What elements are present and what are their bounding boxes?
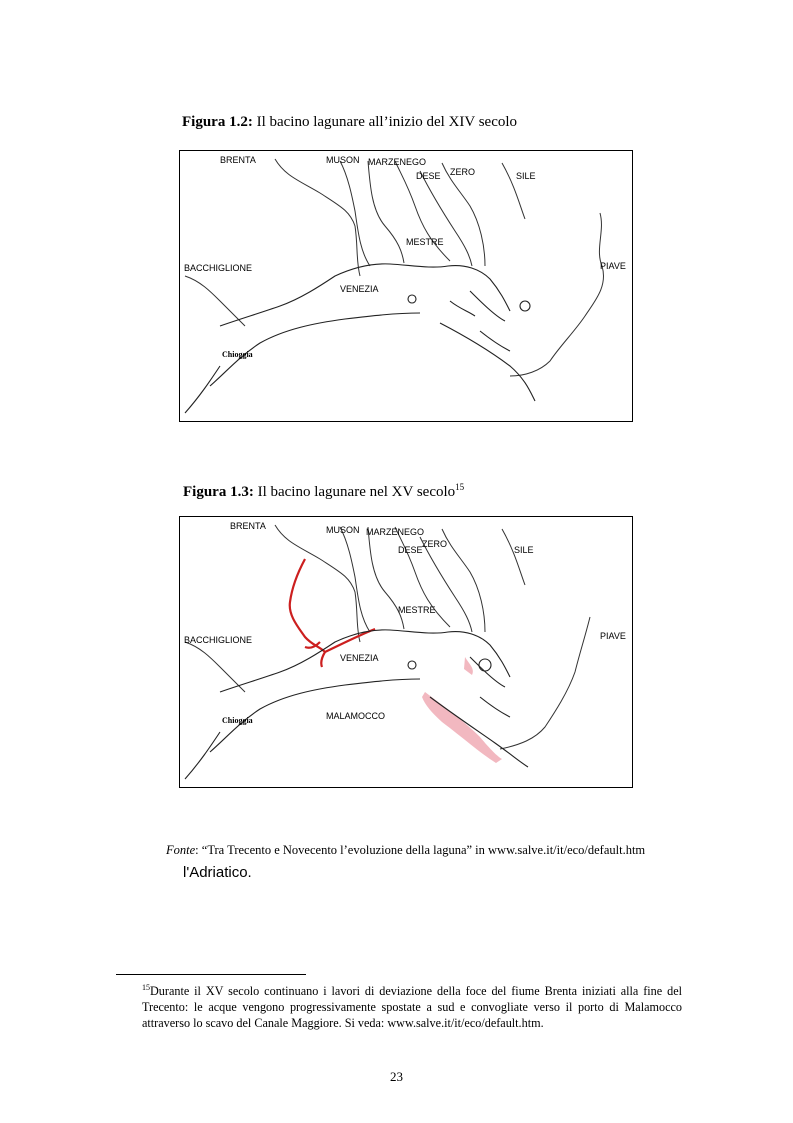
label-malamocco: MALAMOCCO xyxy=(326,711,386,721)
label-dese: DESE xyxy=(398,545,423,555)
coast-south xyxy=(185,732,220,779)
trailing-text: l'Adriatico. xyxy=(183,864,252,881)
figure-1-2-label: Figura 1.2: xyxy=(182,114,253,130)
label-dese: DESE xyxy=(416,171,441,181)
label-brenta: BRENTA xyxy=(230,521,266,531)
river-bacchiglione xyxy=(185,642,245,692)
river-sile xyxy=(442,163,485,266)
river-piave xyxy=(510,213,604,376)
lagoon-island-east xyxy=(520,301,530,311)
coast-south xyxy=(185,366,220,413)
label-zero: ZERO xyxy=(422,539,448,549)
label-bacchiglione: BACCHIGLIONE xyxy=(184,263,253,273)
footnote xyxy=(142,980,682,1031)
label-muson: MUSON xyxy=(326,155,360,165)
label-brenta: BRENTA xyxy=(220,155,256,165)
lagoon-island xyxy=(408,295,416,303)
barrier-islands-east xyxy=(430,697,528,767)
page-number: 23 xyxy=(390,1069,403,1084)
label-sile: SILE xyxy=(514,545,534,555)
label-chioggia: Chioggia xyxy=(222,716,253,725)
figure-1-3-map xyxy=(179,516,633,788)
figure-1-2-caption xyxy=(182,114,517,131)
label-marzenego: MARZENEGO xyxy=(368,157,427,167)
label-zero: ZERO xyxy=(450,167,476,177)
figure-1-2-map xyxy=(179,150,633,422)
label-sile: SILE xyxy=(516,171,536,181)
barrier-islands-east xyxy=(440,323,535,401)
river-piave xyxy=(500,617,590,749)
source-text: : “Tra Trecento e Novecento l’evoluzione della laguna” in www.salve.it/it/eco/default.htm xyxy=(195,843,646,857)
footnote-ref[interactable]: 15 xyxy=(455,482,465,492)
source-line xyxy=(166,843,645,858)
river-brenta xyxy=(275,525,360,642)
river-muson xyxy=(340,161,370,266)
lagoon-map-xiv xyxy=(180,151,632,421)
river-zero xyxy=(420,537,472,632)
label-chioggia: Chioggia xyxy=(222,350,253,359)
river-muson xyxy=(340,527,370,632)
label-mestre: MESTRE xyxy=(398,605,436,615)
label-muson: MUSON xyxy=(326,525,360,535)
footnote-number: 15 xyxy=(142,983,150,992)
figure-1-3-caption xyxy=(183,482,464,501)
figure-1-2-title: Il bacino lagunare all’inizio del XIV secolo xyxy=(256,114,518,130)
river-marzenego xyxy=(368,161,404,263)
figure-1-3-title: Il bacino lagunare nel XV secolo xyxy=(257,484,456,500)
label-venezia: VENEZIA xyxy=(340,284,379,294)
footnote-text: Durante il XV secolo continuano i lavori di deviazione della foce del fiume Brenta iniziati alla fine del Trecento: le acque vengono progressivamente spostate a sud e convogliate verso il porto di Malamocco attraverso lo scavo del Canale Maggiore. Si veda: www.salve.it/it/eco/default.htm. xyxy=(142,984,682,1031)
label-bacchiglione: BACCHIGLIONE xyxy=(184,635,253,645)
river-sile-upper xyxy=(502,529,525,585)
label-venezia: VENEZIA xyxy=(340,653,379,663)
figure-1-3-label: Figura 1.3: xyxy=(183,484,254,500)
lagoon-island-east xyxy=(479,659,491,671)
source-label: Fonte xyxy=(166,843,196,857)
river-brenta xyxy=(275,159,360,276)
lagoon-island xyxy=(408,661,416,669)
label-piave: PIAVE xyxy=(600,631,626,641)
river-bacchiglione xyxy=(185,276,245,326)
lagoon-map-xv xyxy=(180,517,632,787)
label-mestre: MESTRE xyxy=(406,237,444,247)
brenta-diversion-canal xyxy=(290,559,375,667)
river-zero xyxy=(420,171,472,266)
marsh-channels xyxy=(450,291,510,351)
footnote-rule xyxy=(116,974,306,975)
label-piave: PIAVE xyxy=(600,261,626,271)
shoal-area-north xyxy=(464,657,473,675)
label-marzenego: MARZENEGO xyxy=(366,527,425,537)
shoal-area xyxy=(422,692,502,763)
river-sile xyxy=(442,529,485,632)
